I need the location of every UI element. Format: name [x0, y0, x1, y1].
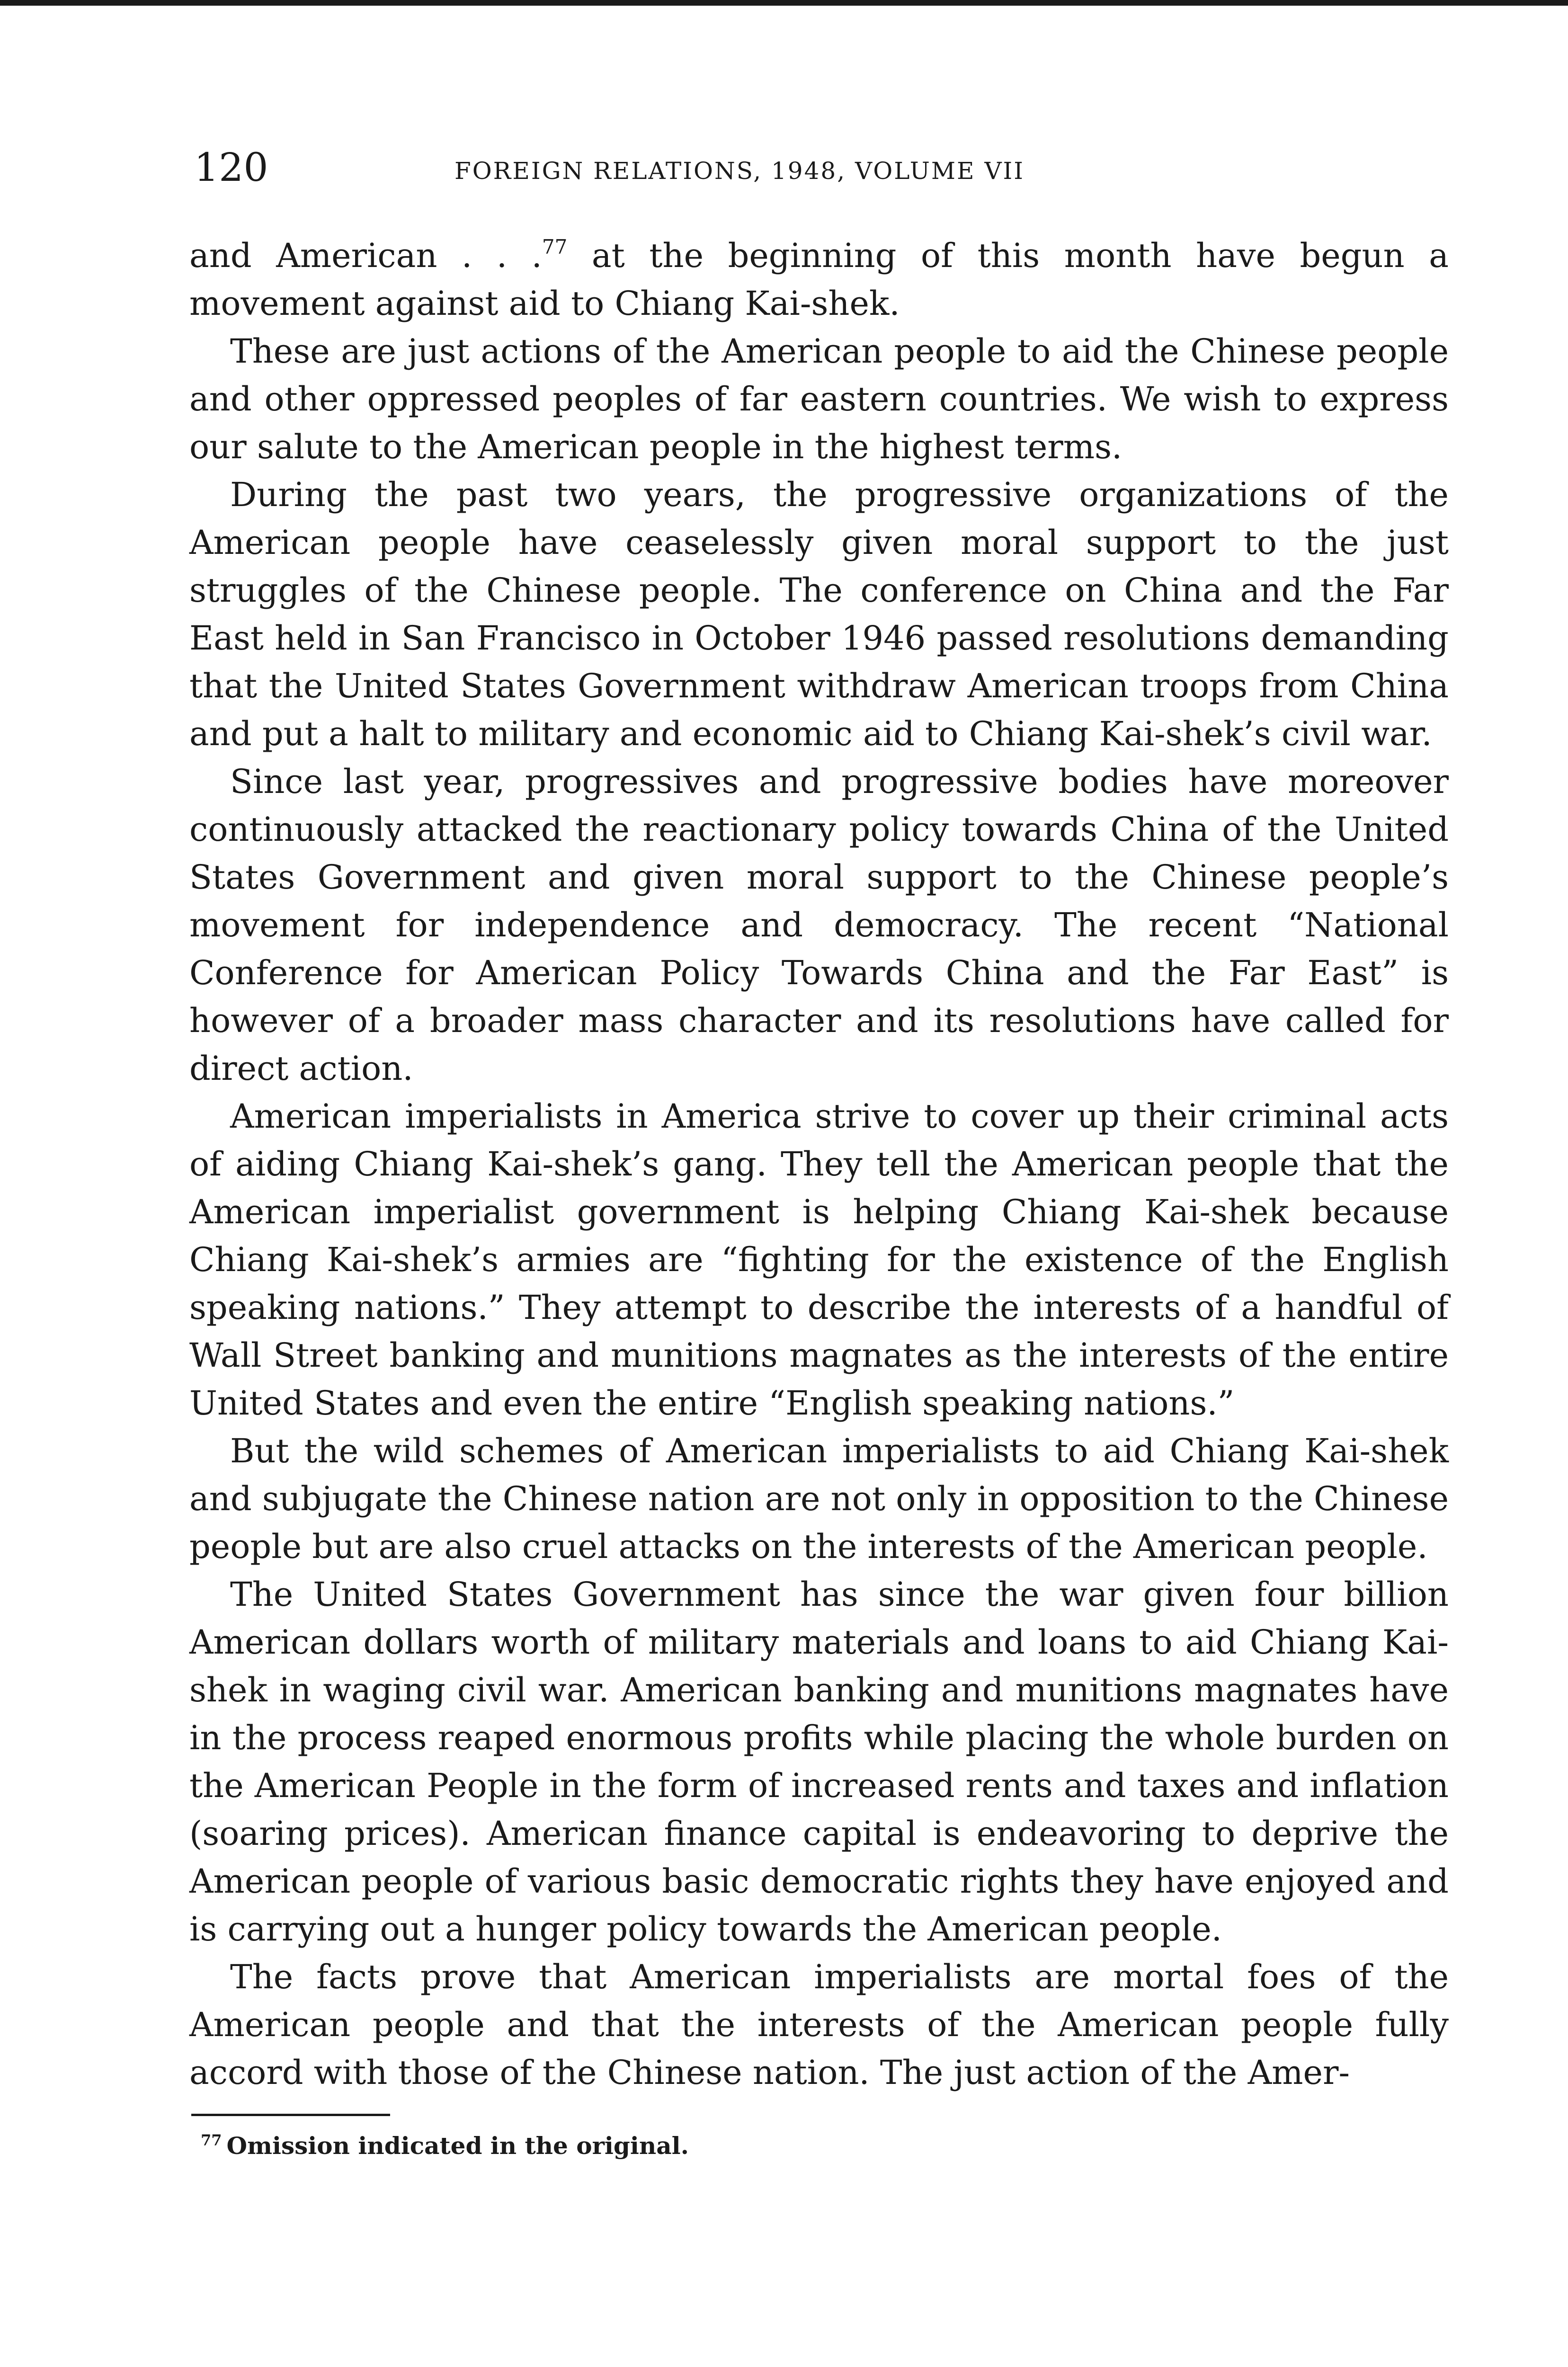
paragraph-5: American imperialists in America strive to cover up their criminal acts of aiding Chiang Kai-shek’s gang. They tell the American people that the American imperialist government is helping Chiang Kai-shek because Chiang Kai-shek’s armies are “fighting for the existence of the English speaking nations.” They attempt to describe the interests of a handful of Wall Street banking and munitions magnates as the interests of the entire United States and even the entire “English speaking nations.”	[189, 1097, 1449, 1423]
footnote-text: Omission indicated in the original.	[226, 2132, 689, 2160]
paragraph-2: These are just actions of the American people to aid the Chinese people and other oppressed peoples of far eastern countries. We wish to express our salute to the American people in the highest terms.	[189, 332, 1449, 466]
document-page	[189, 142, 1449, 2162]
paragraph-1-rest-text: at the beginning of this month have begun a movement against aid to Chiang Kai-shek.	[189, 236, 1449, 323]
paragraph-4: Since last year, progressives and progressive bodies have moreover continuously attacked the reactionary policy towards China of the United States Government and given moral support to the Chinese people’s movement for independence and democracy. The recent “National Conference for American Policy Towards China and the Far East” is however of a broader mass character and its resolutions have called for direct action.	[189, 762, 1449, 1088]
paragraph-7: The United States Government has since the war given four billion American dollars worth of military materials and loans to aid Chiang Kai-shek in waging civil war. American banking and munitions magnates have in the process reaped enormous profits while placing the whole burden on the American People in the form of increased rents and taxes and inflation (soaring prices). American finance capital is endeavoring to deprive the American people of various basic democratic rights they have enjoyed and is carrying out a hunger policy towards the American people.	[189, 1575, 1449, 1949]
top-border-rule	[0, 0, 1568, 6]
footnote-reference: 77	[542, 235, 568, 258]
page-number: 120	[194, 145, 268, 190]
body-text	[189, 232, 1449, 2097]
footnote	[201, 2129, 1449, 2162]
running-head	[189, 142, 1449, 204]
paragraph-3: During the past two years, the progressive organizations of the American people have ceaselessly given moral support to the just struggles of the Chinese people. The conference on China and the Far East held in San Francisco in October 1946 passed resolutions demanding that the United States Government withdraw American troops from China and put a halt to military and economic aid to Chiang Kai-shek’s civil war.	[189, 475, 1449, 753]
paragraph-6: But the wild schemes of American imperialists to aid Chiang Kai-shek and subjugate the Chinese nation are not only in opposition to the Chinese people but are also cruel attacks on the interests of the American people.	[189, 1432, 1449, 1566]
running-title: FOREIGN RELATIONS, 1948, VOLUME VII	[454, 157, 1025, 185]
paragraph-1-lead-text: and American . . .	[189, 236, 542, 275]
footnote-divider	[191, 2114, 390, 2116]
paragraph-1	[189, 232, 1449, 328]
footnote-mark: 77	[201, 2131, 222, 2149]
paragraph-8: The facts prove that American imperialists are mortal foes of the American people and that the interests of the American people fully accord with those of the Chinese nation. The just action of the Amer-	[189, 1958, 1449, 2092]
